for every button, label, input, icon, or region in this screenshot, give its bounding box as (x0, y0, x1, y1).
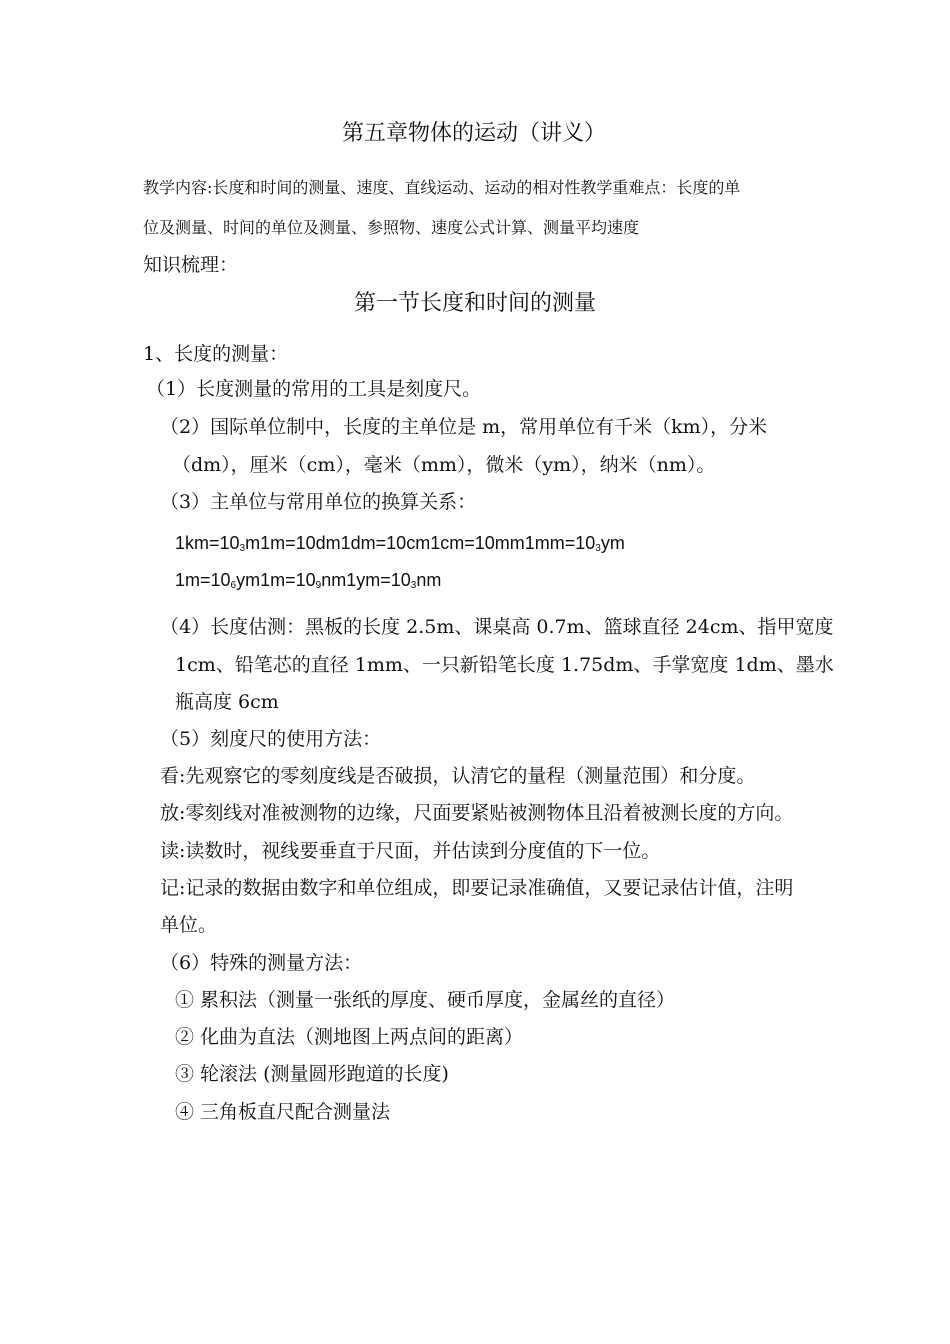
method-1: ① 累积法（测量一张纸的厚度、硬币厚度，金属丝的直径） (175, 989, 676, 1011)
conversion-line-1: $1km=10_3m1m=10dm1dm=10cm1cm=10mm1mm=10_3ym$ (175, 533, 625, 554)
item-6: （6）特殊的测量方法： (160, 952, 363, 974)
item-4-line-3: 瓶高度 6cm (175, 691, 279, 713)
outline-label: 知识梳理： (143, 254, 239, 276)
item-3: （3）主单位与常用单位的换算关系： (160, 491, 477, 513)
method-2: ② 化曲为直法（测地图上两点间的距离） (175, 1026, 524, 1048)
item-1: （1）长度测量的常用的工具是刻度尺。 (146, 378, 482, 400)
ruler-step-record-line-1: 记:记录的数据由数字和单位组成，即要记录准确值，又要记录估计值，注明 (160, 877, 794, 899)
intro-line-2: 位及测量、时间的单位及测量、参照物、速度公式计算、测量平均速度 (143, 218, 640, 237)
ruler-step-place: 放:零刻线对准被测物的边缘，尺面要紧贴被测物体且沿着被测长度的方向。 (160, 802, 794, 824)
intro-line-1: 教学内容:长度和时间的测量、速度、直线运动、运动的相对性教学重难点：长度的单 (143, 178, 741, 197)
method-3: ③ 轮滚法 (测量圆形跑道的长度) (175, 1063, 449, 1085)
method-4: ④ 三角板直尺配合测量法 (175, 1101, 391, 1123)
ruler-step-record-line-2: 单位。 (160, 914, 218, 936)
ruler-step-look: 看:先观察它的零刻度线是否破损，认清它的量程（测量范围）和分度。 (160, 765, 756, 787)
conversion-line-2: $1m=10_6ym1m=10_9nm1ym=10_3nm$ (175, 570, 442, 591)
item-2-line-2: （dm），厘米（cm），毫米（mm），微米（ym），纳米（nm）。 (172, 454, 716, 476)
document-title: 第五章物体的运动（讲义） (342, 121, 607, 146)
heading-length-measurement: 1、长度的测量： (143, 343, 289, 365)
item-4-line-2: 1cm、铅笔芯的直径 1mm、一只新铅笔长度 1.75dm、手掌宽度 1dm、墨水 (175, 654, 834, 676)
ruler-step-read: 读:读数时，视线要垂直于尺面，并估读到分度值的下一位。 (160, 840, 661, 862)
section-title: 第一节长度和时间的测量 (354, 291, 597, 316)
item-2-line-1: （2）国际单位制中，长度的主单位是 m，常用单位有千米（km），分米 (160, 416, 768, 438)
item-4-line-1: （4）长度估测：黑板的长度 2.5m、课桌高 0.7m、篮球直径 24cm、指甲宽度 (160, 616, 834, 638)
item-5: （5）刻度尺的使用方法： (160, 728, 382, 750)
